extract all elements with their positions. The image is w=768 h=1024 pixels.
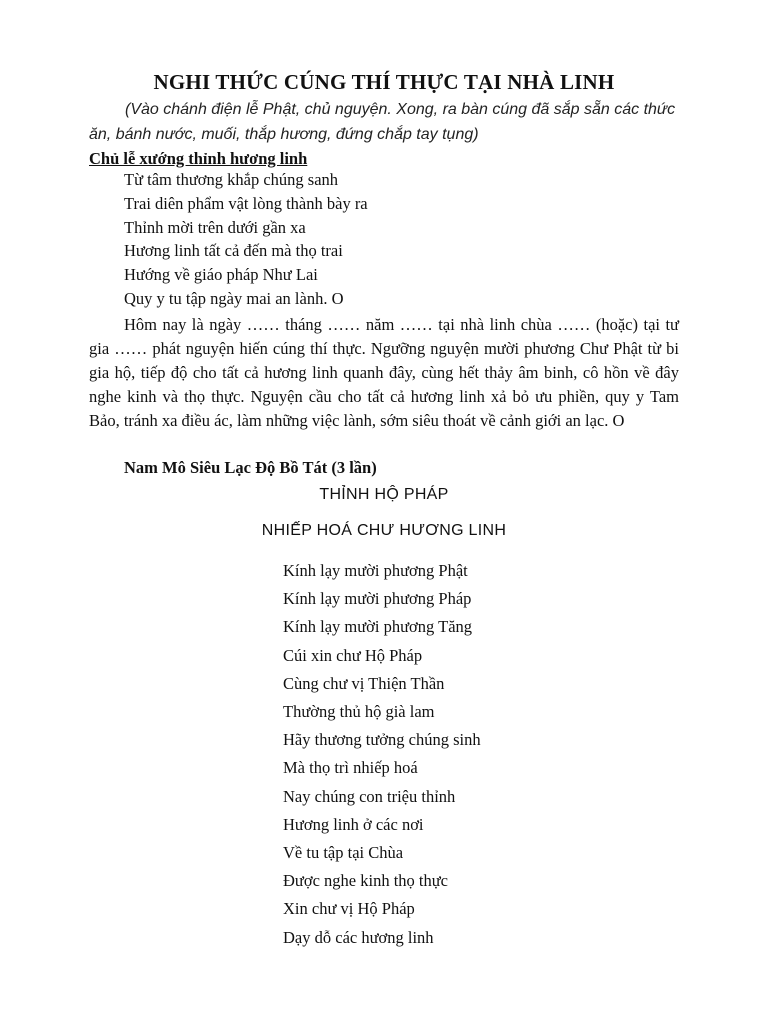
verse-line: Quy y tu tập ngày mai an lành. O	[124, 288, 344, 308]
subtitle-ho-phap: THỈNH HỘ PHÁP	[319, 486, 449, 503]
poem-line: Kính lạy mười phương Pháp	[283, 589, 472, 609]
verse-line: Từ tâm thương khắp chúng sanh	[124, 170, 339, 189]
poem-line: Cùng chư vị Thiện Thần	[283, 673, 445, 693]
poem-line: Cúi xin chư Hộ Pháp	[283, 645, 423, 665]
verse-block	[124, 168, 368, 311]
poem-line: Hương linh ở các nơi	[283, 814, 424, 834]
section-heading: Chủ lễ xướng thỉnh hương linh	[89, 149, 308, 168]
verse-line: Hương linh tất cả đến mà thọ trai	[124, 241, 343, 261]
subtitle-nhiep-hoa: NHIẾP HOÁ CHƯ HƯƠNG LINH	[261, 522, 507, 539]
poem-block	[283, 557, 481, 952]
poem-line: Hãy thương tưởng chúng sinh	[283, 730, 481, 750]
poem-line: Dạy dỗ các hương linh	[283, 927, 434, 947]
poem-line: Được nghe kinh thọ thực	[283, 871, 448, 891]
invocation-line: Nam Mô Siêu Lạc Độ Bồ Tát (3 lần)	[124, 458, 377, 477]
poem-line: Kính lạy mười phương Phật	[283, 561, 468, 580]
verse-line: Thỉnh mời trên dưới gần xa	[124, 217, 306, 237]
poem-line: Mà thọ trì nhiếp hoá	[283, 758, 418, 778]
verse-line: Hướng về giáo pháp Như Lai	[124, 265, 318, 285]
poem-line: Nay chúng con triệu thỉnh	[283, 786, 456, 806]
poem-line: Xin chư vị Hộ Pháp	[283, 899, 415, 919]
poem-line: Kính lạy mười phương Tăng	[283, 617, 473, 637]
verse-line: Trai diên phẩm vật lòng thành bày ra	[124, 193, 368, 213]
intro-instruction: (Vào chánh điện lễ Phật, chủ nguyện. Xong, ra bàn cúng đã sắp sẵn các thức ăn, bánh nước, muối, thắp hương, đứng chắp tay tụng)	[89, 101, 676, 143]
page-title: NGHI THỨC CÚNG THÍ THỰC TẠI NHÀ LINH	[153, 70, 615, 94]
poem-line: Thường thủ hộ già lam	[283, 702, 435, 722]
poem-line: Về tu tập tại Chùa	[283, 843, 404, 863]
body-paragraph: Hôm nay là ngày …… tháng …… năm …… tại nhà linh chùa …… (hoặc) tại tư gia …… phát nguyện hiến cúng thí thực. Ngưỡng nguyện mười phương Chư Phật từ bi gia hộ, tiếp độ cho tất cả hương linh quanh đây, cùng hết thảy âm binh, cô hồn về đây nghe kinh và thọ thực. Nguyện cầu cho tất cả hương linh xả bỏ ưu phiền, quy y Tam Bảo, tránh xa điều ác, làm những việc lành, sớm siêu thoát về cảnh giới an lạc. O	[89, 315, 679, 430]
